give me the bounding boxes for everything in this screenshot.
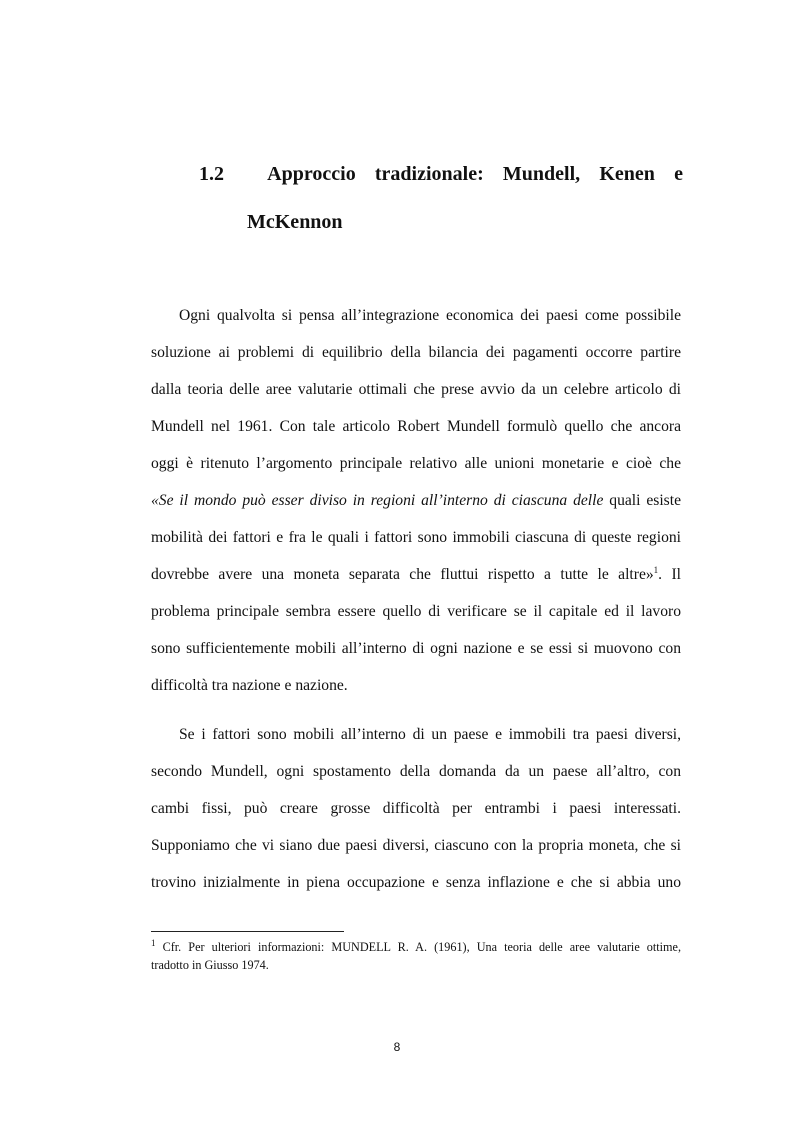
paragraph-2 [151,716,681,901]
text-line: difficoltà tra nazione e nazione. [151,677,348,694]
footnote [151,938,681,974]
heading-word: tradizionale: [374,163,484,185]
footnote-line: tradotto in Giusso 1974. [151,958,269,972]
text-line [151,556,681,593]
text-line: Ogni qualvolta si pensa all’integrazione economica dei paesi come possibile [179,307,681,324]
text-line: Se i fattori sono mobili all’interno di un paese e immobili tra paesi diversi, [179,726,681,743]
text-line: dalla teoria delle aree valutarie ottimali che prese avvio da un celebre articolo di [151,381,681,398]
text-line: secondo Mundell, ogni spostamento della domanda da un paese all’altro, con [151,763,681,780]
text-line: soluzione ai problemi di equilibrio della bilancia dei pagamenti occorre partire [151,344,681,361]
text-line: sono sufficientemente mobili all’interno di ogni nazione e se essi si muovono con [151,640,681,657]
heading-number: 1.2 [199,163,224,185]
text-line: cambi fissi, può creare grosse difficoltà per entrambi i paesi interessati. [151,800,681,817]
text-line: trovino inizialmente in piena occupazione e senza inflazione e che si abbia uno [151,874,681,891]
paragraph-1 [151,297,681,704]
text-line [151,482,681,519]
footnote-reference[interactable]: 1 [653,564,659,575]
quote-italic: «Se il mondo può esser diviso in regioni all’interno di ciascuna delle [151,492,604,509]
heading-word: Kenen [599,163,655,185]
quote-rest: quali esiste [603,492,681,509]
text-line: problema principale sembra essere quello di verificare se il capitale ed il lavoro [151,603,681,620]
heading-line-1 [199,150,683,185]
sentence-end: . Il [658,566,682,583]
quote-end: dovrebbe avere una moneta separata che fluttui rispetto a tutte le altre» [151,566,654,583]
section-heading [199,150,683,233]
footnote-marker: 1 [151,937,156,948]
heading-word: e [674,163,683,185]
text-line: Supponiamo che vi siano due paesi diversi, ciascuno con la propria moneta, che si [151,837,681,854]
text-line: mobilità dei fattori e fra le quali i fattori sono immobili ciascuna di queste regioni [151,529,681,546]
heading-word: Approccio [267,163,356,185]
footnote-line [151,938,681,956]
text-line: Mundell nel 1961. Con tale articolo Robert Mundell formulò quello che ancora [151,418,681,435]
text-line: oggi è ritenuto l’argomento principale relativo alle unioni monetarie e cioè che [151,455,681,472]
heading-word: Mundell, [502,163,581,185]
heading-line-2: McKennon [247,211,343,233]
page-number: 8 [393,1040,401,1054]
footnote-divider [151,931,344,932]
footnote-text: Cfr. Per ulteriori informazioni: MUNDELL R. A. (1961), Una teoria delle aree valutarie ottime, [155,940,681,954]
